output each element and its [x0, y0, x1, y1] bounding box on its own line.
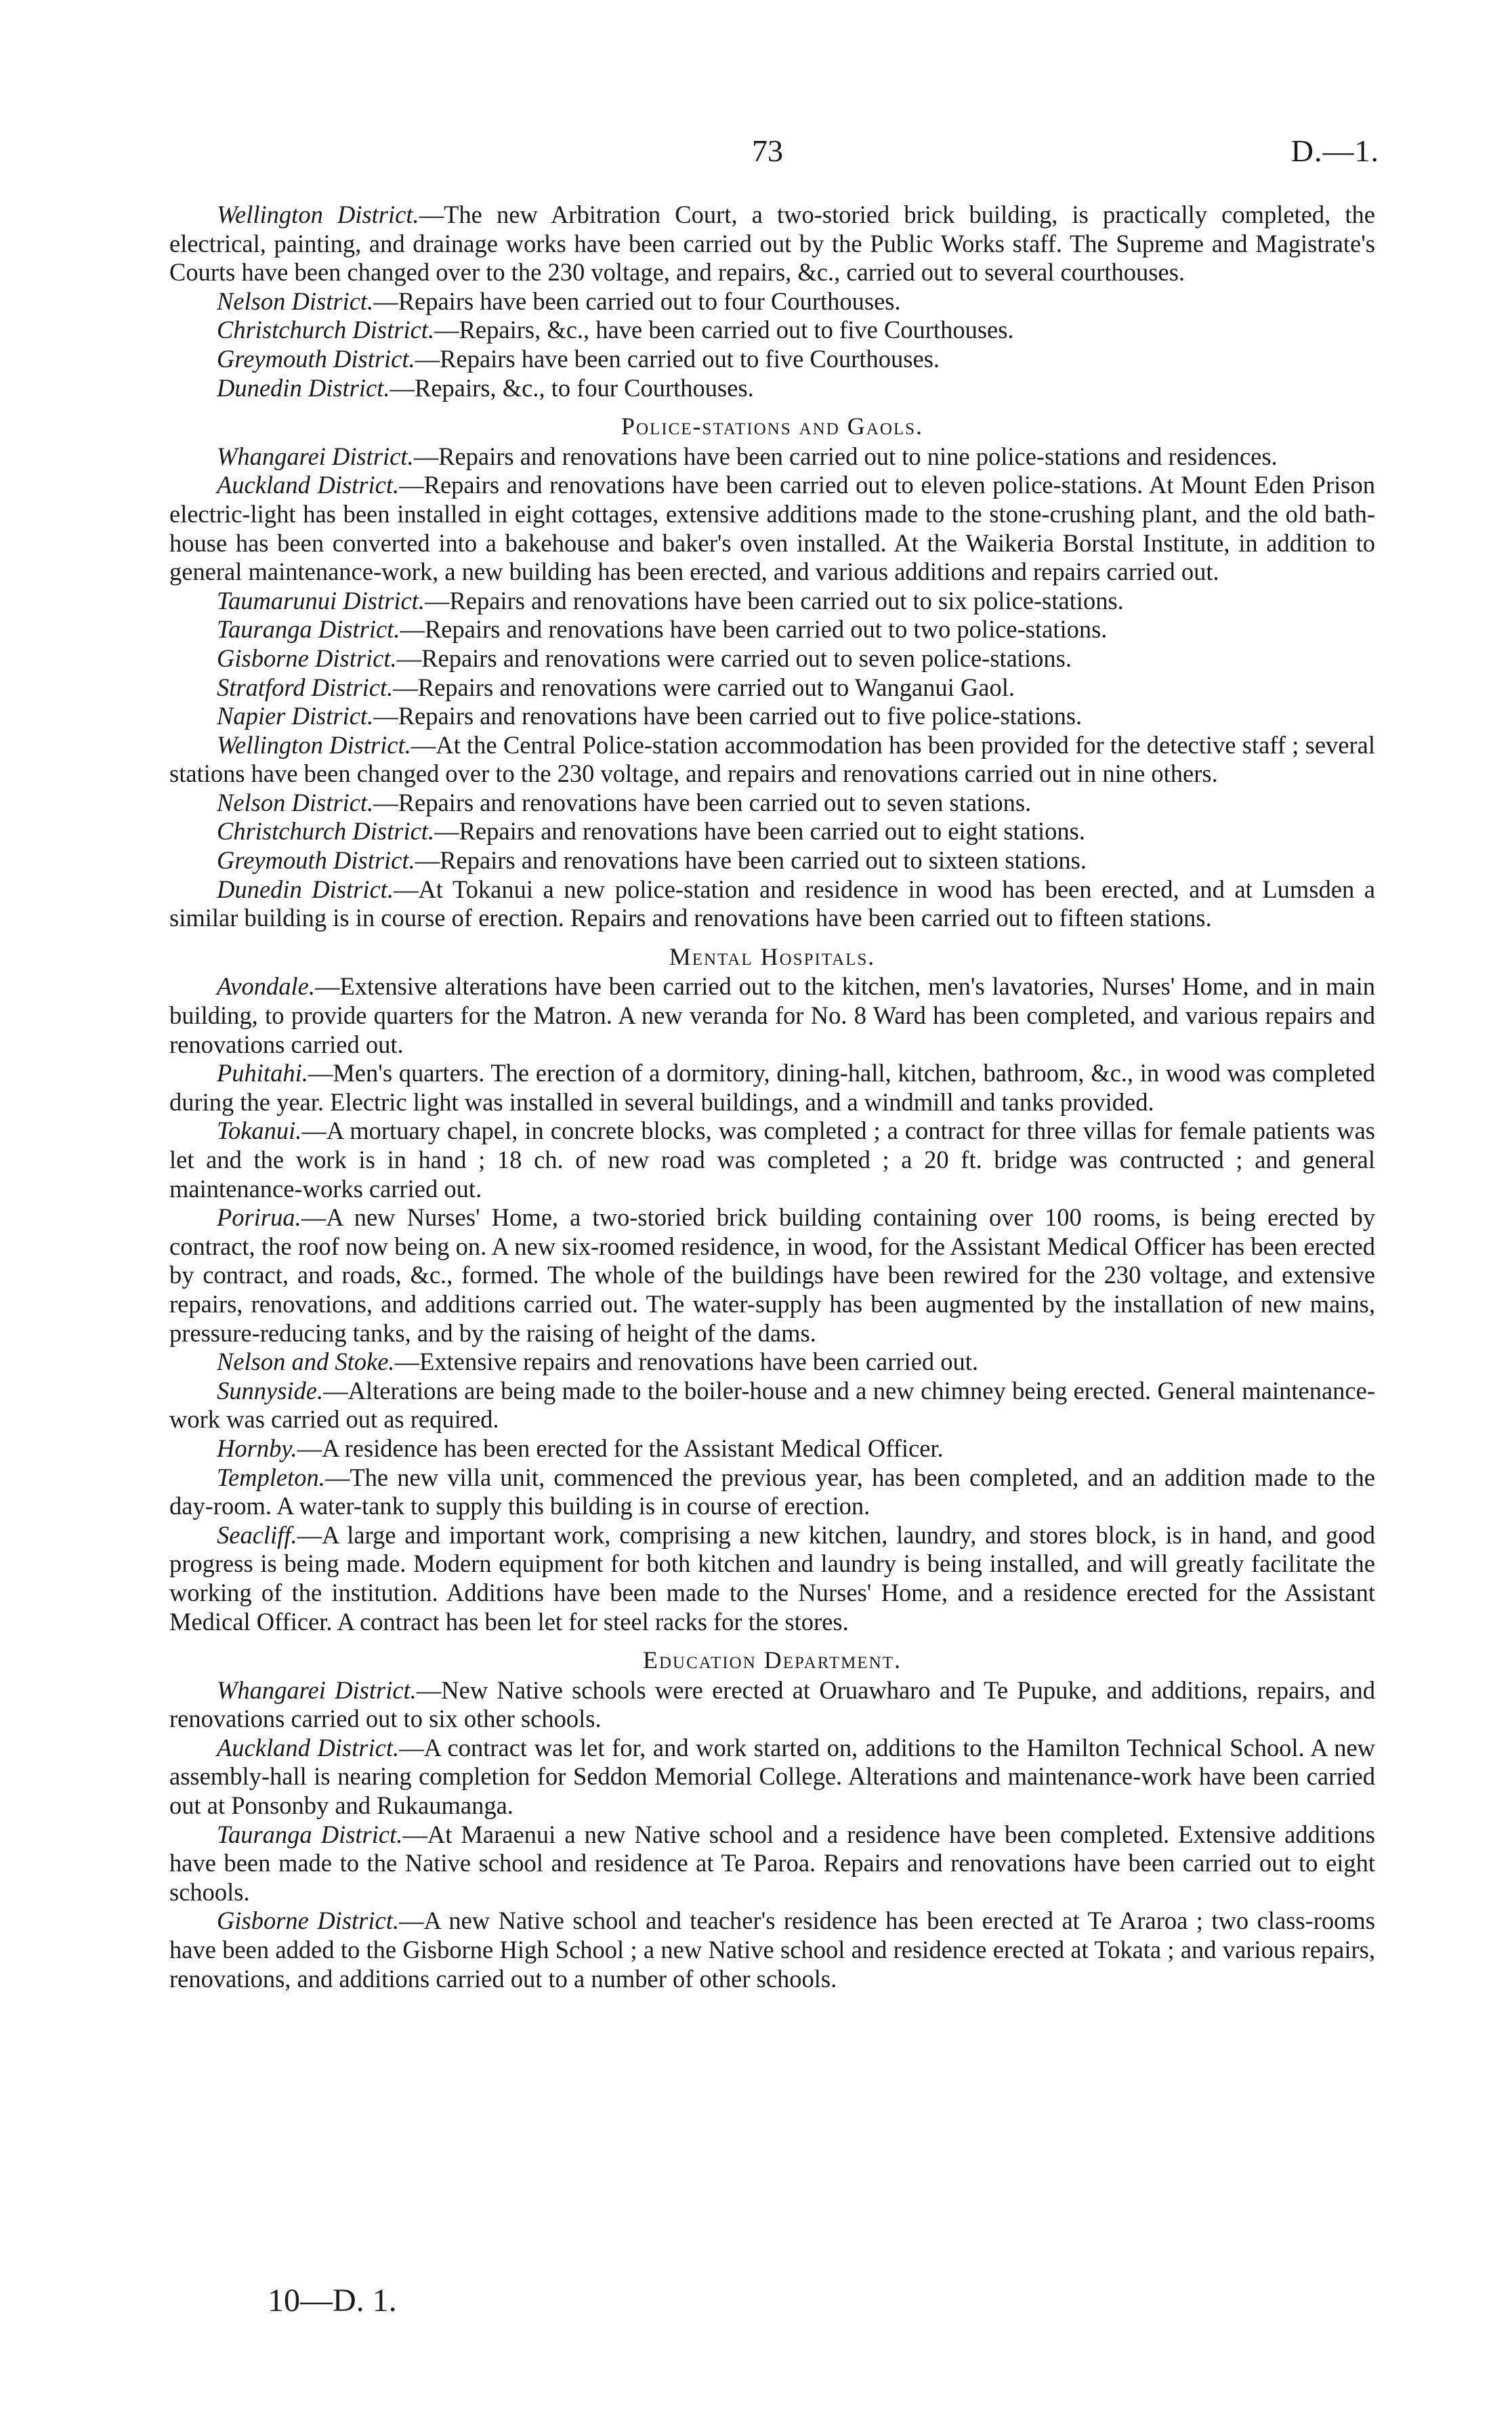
paragraph-text: —Repairs and renovations have been carried out to six police-stations. [424, 586, 1124, 615]
paragraph-text: —At the Central Police-station accommodation has been provided for the detective staff ; several stations have been changed over to the 230 voltage, and repairs and renovations carried out in nine others. [169, 730, 1375, 788]
paragraph [169, 615, 1375, 644]
paragraph [169, 1348, 1375, 1377]
paragraph-text: —Repairs and renovations were carried out to seven police-stations. [396, 644, 1072, 672]
paragraph-lead: Templeton. [217, 1463, 325, 1491]
paragraph-lead: Wellington District. [217, 201, 419, 228]
section [169, 942, 1375, 1636]
paragraph [169, 1059, 1375, 1117]
paragraph-lead: Stratford District. [217, 673, 394, 701]
paragraph [169, 1521, 1375, 1636]
paragraph-text: —New Native schools were erected at Oruawharo and Te Pupuke, and additions, repairs, and renovations carried out to six other schools. [169, 1676, 1375, 1733]
paragraph [169, 1907, 1375, 1993]
paragraph-lead: Puhitahi. [217, 1059, 308, 1087]
paragraph-lead: Dunedin District. [217, 875, 394, 903]
paragraph-text: —A new Native school and teacher's residence has been erected at Te Araroa ; two class-rooms have been added to the Gisborne High School ; a new Native school and residence erected at Tokata ; and various repairs, renovations, and additions carried out to a number of other schools. [169, 1907, 1375, 1993]
paragraph-text: —Repairs, &c., have been carried out to five Courthouses. [434, 316, 1014, 344]
paragraph-lead: Sunnyside. [217, 1376, 324, 1405]
paragraph [169, 1676, 1375, 1734]
paragraph [169, 972, 1375, 1059]
section-heading: Police-stations and Gaols. [621, 413, 924, 440]
paragraph [169, 1434, 1375, 1463]
paragraph-text: —Repairs, &c., to four Courthouses. [390, 373, 754, 402]
paragraph-text: —The new villa unit, commenced the previous year, has been completed, and an addition made to the day-room. A water-tank to supply this building is in course of erection. [169, 1463, 1375, 1520]
paragraph-lead: Avondale. [217, 972, 315, 1001]
paragraph-text: —A new Nurses' Home, a two-storied brick building containing over 100 rooms, is being erected by contract, the roof now being on. A new six-roomed residence, in wood, for the Assistant Medical Officer has been erected by contract, and roads, &c., formed. The whole of the buildings have been rewired for the 230 voltage, and extensive repairs, renovations, and additions carried out. The water-supply has been augmented by the installation of new mains, pressure-reducing tanks, and by the raising of height of the dams. [169, 1203, 1375, 1347]
section [169, 201, 1375, 402]
paragraph-lead: Porirua. [217, 1203, 301, 1232]
paragraph-text: —Repairs and renovations have been carried out to sixteen stations. [415, 846, 1087, 875]
paragraph-lead: Christchurch District. [217, 817, 435, 846]
paragraph-lead: Christchurch District. [217, 316, 435, 344]
paragraph-lead: Nelson District. [217, 788, 374, 816]
paragraph-lead: Dunedin District. [217, 373, 390, 402]
paragraph-lead: Auckland District. [217, 471, 400, 499]
paragraph [169, 817, 1375, 846]
paragraph-lead: Whangarei District. [217, 1676, 417, 1704]
paragraph [169, 316, 1375, 345]
paragraph-text: —At Tokanui a new police-station and residence in wood has been erected, and at Lumsden a similar building is in course of erection. Repairs and renovations have been carried out to fifteen stations. [169, 875, 1376, 932]
paragraph-text: —Extensive repairs and renovations have been carried out. [394, 1348, 979, 1376]
paragraph-lead: Wellington District. [217, 730, 411, 759]
paragraph [169, 442, 1375, 472]
paragraph-lead: Gisborne District. [217, 1907, 399, 1935]
paragraph-lead: Seacliff. [217, 1520, 297, 1549]
page-number: 73 [752, 133, 783, 168]
section-heading: Education Department. [643, 1646, 902, 1674]
paragraph-lead: Napier District. [217, 702, 374, 730]
paragraph-text: —Repairs and renovations have been carried out to eight stations. [434, 817, 1085, 846]
paragraph-lead: Tauranga District. [217, 615, 400, 644]
document-body [169, 201, 1375, 1993]
paragraph [169, 644, 1375, 673]
paragraph-lead: Auckland District. [217, 1733, 400, 1762]
paragraph-text: —Repairs and renovations have been carried out to eleven police-stations. At Mount Eden Prison electric-light has been installed in eight cottages, extensive additions made to the stone-crushing plant, and the old bath-house has been converted into a bakehouse and baker's oven installed. At the Waikeria Borstal Institute, in addition to general maintenance-work, a new building has been erected, and various additions and repairs carried out. [169, 471, 1375, 586]
paragraph-lead: Hornby. [217, 1434, 297, 1462]
paragraph-text: —Extensive alterations have been carried out to the kitchen, men's lavatories, Nurses' Home, and in main building, to provide quarters for the Matron. A new veranda for No. 8 Ward has been completed, and various repairs and renovations carried out. [169, 972, 1375, 1058]
paragraph [169, 789, 1375, 818]
paragraph-lead: Taumarunui District. [217, 586, 425, 615]
paragraph [169, 875, 1375, 933]
section [169, 412, 1375, 933]
paragraph [169, 1463, 1375, 1521]
paragraph [169, 471, 1375, 586]
paragraph-text: —Repairs and renovations have been carried out to nine police-stations and residences. [413, 442, 1278, 470]
paragraph-lead: Nelson and Stoke. [217, 1348, 395, 1376]
paragraph-lead: Greymouth District. [217, 846, 415, 875]
paragraph [169, 846, 1375, 875]
paragraph [169, 587, 1375, 616]
printer-signature: 10—D. 1. [268, 2283, 397, 2318]
paragraph [169, 1734, 1375, 1821]
paragraph-text: —Repairs have been carried out to four Courthouses. [373, 287, 901, 315]
paragraph-lead: Tokanui. [217, 1117, 302, 1145]
section-heading: Mental Hospitals. [669, 942, 876, 970]
section [169, 1646, 1375, 1993]
paragraph [169, 345, 1375, 374]
paragraph-text: —The new Arbitration Court, a two-storied brick building, is practically completed, the electrical, painting, and drainage works have been carried out by the Public Works staff. The Supreme and Magistrate's Courts have been changed over to the 230 voltage, and repairs, &c., carried out to several courthouses. [169, 201, 1375, 287]
paragraph-text: —Repairs have been carried out to five Courthouses. [415, 344, 940, 373]
paragraph-lead: Gisborne District. [217, 644, 397, 672]
paragraph-text: —Repairs and renovations have been carried out to five police-stations. [373, 702, 1083, 730]
paragraph [169, 673, 1375, 703]
paragraph-lead: Nelson District. [217, 287, 374, 315]
paragraph [169, 731, 1375, 789]
paragraph-text: —Alterations are being made to the boiler-house and a new chimney being erected. General maintenance-work was carried out as required. [169, 1376, 1375, 1434]
paragraph [169, 1117, 1375, 1203]
document-reference: D.—1. [1290, 133, 1379, 168]
paragraph [169, 287, 1375, 316]
paragraph [169, 1377, 1375, 1434]
paragraph-text: —A contract was let for, and work started on, additions to the Hamilton Technical School. A new assembly-hall is nearing completion for Seddon Memorial College. Alterations and maintenance-work have been carried out at Ponsonby and Rukaumanga. [169, 1733, 1375, 1820]
paragraph-text: —Men's quarters. The erection of a dormitory, dining-hall, kitchen, bathroom, &c., in wood was completed during the year. Electric light was installed in several buildings, and a windmill and tanks provided. [169, 1059, 1375, 1116]
paragraph [169, 702, 1375, 731]
paragraph [169, 1203, 1375, 1348]
paragraph [169, 201, 1375, 287]
paragraph-text: —Repairs and renovations have been carried out to seven stations. [373, 788, 1032, 816]
paragraph-text: —Repairs and renovations have been carried out to two police-stations. [400, 615, 1108, 644]
paragraph-text: —A large and important work, comprising a new kitchen, laundry, and stores block, is in hand, and good progress is being made. Modern equipment for both kitchen and laundry is being installed, and will greatly facilitate the working of the institution. Additions have been made to the Nurses' Home, and a residence erected for the Assistant Medical Officer. A contract has been let for steel racks for the stores. [169, 1520, 1375, 1636]
paragraph [169, 374, 1375, 403]
paragraph-lead: Tauranga District. [217, 1820, 403, 1848]
paragraph-text: —At Maraenui a new Native school and a residence have been completed. Extensive additions have been made to the Native school and residence at Te Paroa. Repairs and renovations have been carried out to eight schools. [169, 1820, 1375, 1906]
paragraph-text: —A residence has been erected for the Assistant Medical Officer. [297, 1434, 944, 1462]
paragraph-text: —Repairs and renovations were carried out to Wanganui Gaol. [393, 673, 1015, 701]
paragraph-lead: Greymouth District. [217, 344, 415, 373]
paragraph [169, 1821, 1375, 1907]
paragraph-text: —A mortuary chapel, in concrete blocks, was completed ; a contract for three villas for female patients was let and the work is in hand ; 18 ch. of new road was completed ; a 20 ft. bridge was contructed ; and general maintenance-works carried out. [169, 1117, 1375, 1203]
paragraph-lead: Whangarei District. [217, 442, 414, 470]
